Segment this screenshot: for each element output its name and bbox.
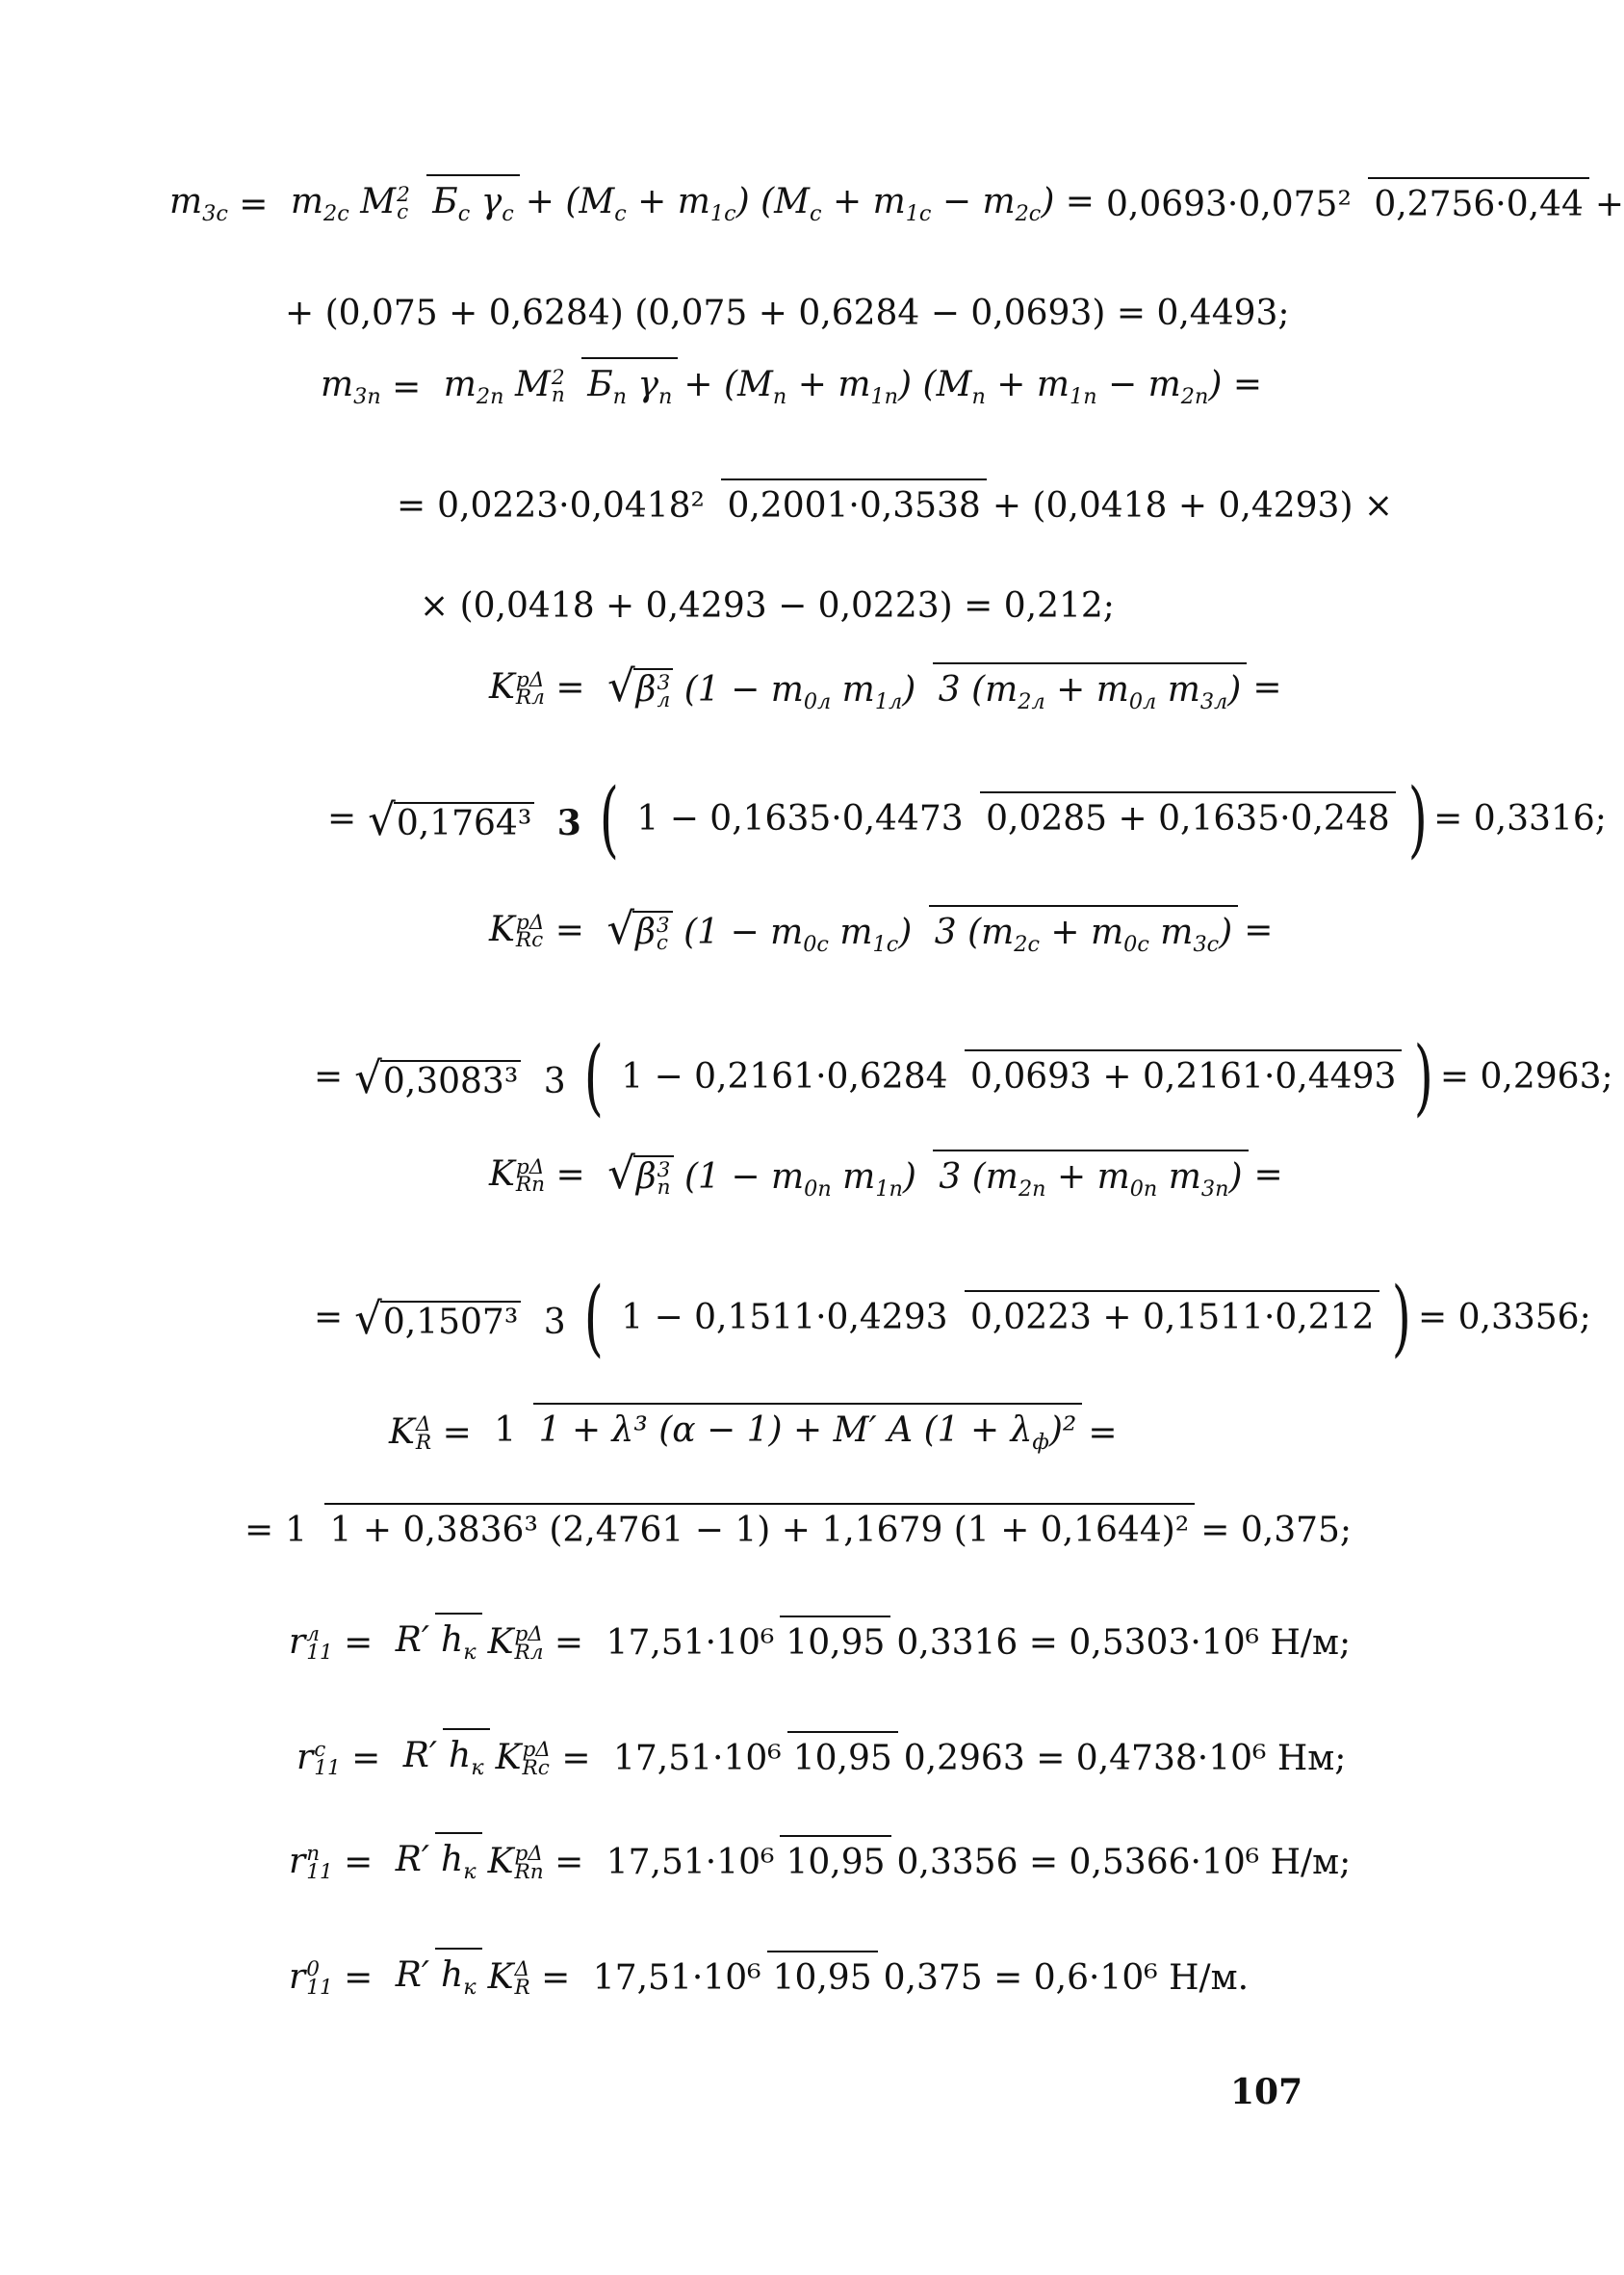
m3c-value-fraction: 0,0693·0,075² 0,2756·0,44 [1100, 188, 1589, 222]
equation-k-rp-definition: K pΔ Rп = √β 3 п ($1 - m_{0п}$ $m_{1п}$) 3 ($m_{2п} + m_{0п}$ $m_{3п}$) = [489, 1148, 1283, 1202]
m3p-value-fraction: 0,0223·0,0418² 0,2001·0,3538 [431, 489, 987, 524]
equation-k-rp-values: = √0,1507³ 3 ( 1 − 0,1511·0,4293 0,0223 + 0,1511·0,212 ) = 0,3356; [314, 1270, 1591, 1366]
equation-k-r-values: = 1 1 + 0,3836³ (2,4761 − 1) + 1,1679 (1 + 0,1644)² = 0,375; [245, 1513, 1352, 1548]
m3c-first-fraction: $m_{2c}$ M 2 c $Б_c$ $\gamma_c$ [285, 185, 520, 225]
equation-k-rl-definition: K pΔ Rл = √β 3 л ($1 - m_{0л}$ $m_{1л}$) 3 ($m_{2л} + m_{0л}$ $m_{3л}$) = [489, 660, 1282, 715]
equation-m3c-continued: + (0,075 + 0,6284) (0,075 + 0,6284 − 0,0693) = 0,4493; [285, 294, 1290, 333]
equation-r11-c: r c 11 = R′ $h_к$ K pΔ Rc = 17,51·10⁶ 10,95 0,2963 = 0,4738·10⁶ Нм; [296, 1739, 1346, 1779]
equation-m3p-values: = 0,0223·0,0418² 0,2001·0,3538 + (0,0418 + 0,4293) × [397, 489, 1393, 524]
equation-r11-0: r 0 11 = R′ $h_к$ K Δ R = 17,51·10⁶ 10,95 0,375 = 0,6·10⁶ Н/м. [289, 1958, 1249, 1999]
m3p-first-fraction: $m_{2п}$ M 2 п $Б_п$ $\gamma_п$ [438, 368, 679, 408]
equation-k-rc-values: = √0,3083³ 3 ( 1 − 0,2161·0,6284 0,0693 + 0,2161·0,4493 ) = 0,2963; [314, 1029, 1613, 1125]
equation-k-rc-definition: K pΔ Rc = √β 3 c ($1 - m_{0c}$ $m_{1c}$) 3 ($m_{2c} + m_{0c}$ $m_{3c}$) = [489, 903, 1274, 958]
m3c-lhs: $m_{3c}$ [169, 182, 228, 227]
equation-r11-p: r п 11 = R′ $h_к$ K pΔ Rп = 17,51·10⁶ 10,95 0,3356 = 0,5366·10⁶ Н/м; [289, 1843, 1351, 1883]
equation-k-r-definition: K Δ R = 1 1 + λ³ (α − 1) + M′ A $(1 + \lambda_ф)^2$ = [389, 1413, 1118, 1454]
equation-r11-l: r л 11 = R′ $h_к$ K pΔ Rл = 17,51·10⁶ 10,95 0,3316 = 0,5303·10⁶ Н/м; [289, 1623, 1351, 1664]
equation-m3p-continued: × (0,0418 + 0,4293 − 0,0223) = 0,212; [420, 586, 1115, 626]
page-number: 107 [1230, 2072, 1303, 2112]
equation-m3c: $m_{3c}$ = $m_{2c}$ M 2 c $Б_c$ $\gamma_c$ + $(M_c + m_{1c}) (M_c + m_{1c} - m_{2c})$ = 0,0693·0,075² 0,2756·0,44 + [169, 185, 1624, 225]
equation-k-rl-values: = √0,1764³ 3 ( 1 − 0,1635·0,4473 0,0285 + 0,1635·0,248 ) = 0,3316; [327, 771, 1607, 867]
equation-m3p: $m_{3п}$ = $m_{2п}$ M 2 п $Б_п$ $\gamma_п$ + $(M_п + m_{1п}) (M_п + m_{1п} - m_{2п})$ = [321, 368, 1262, 408]
